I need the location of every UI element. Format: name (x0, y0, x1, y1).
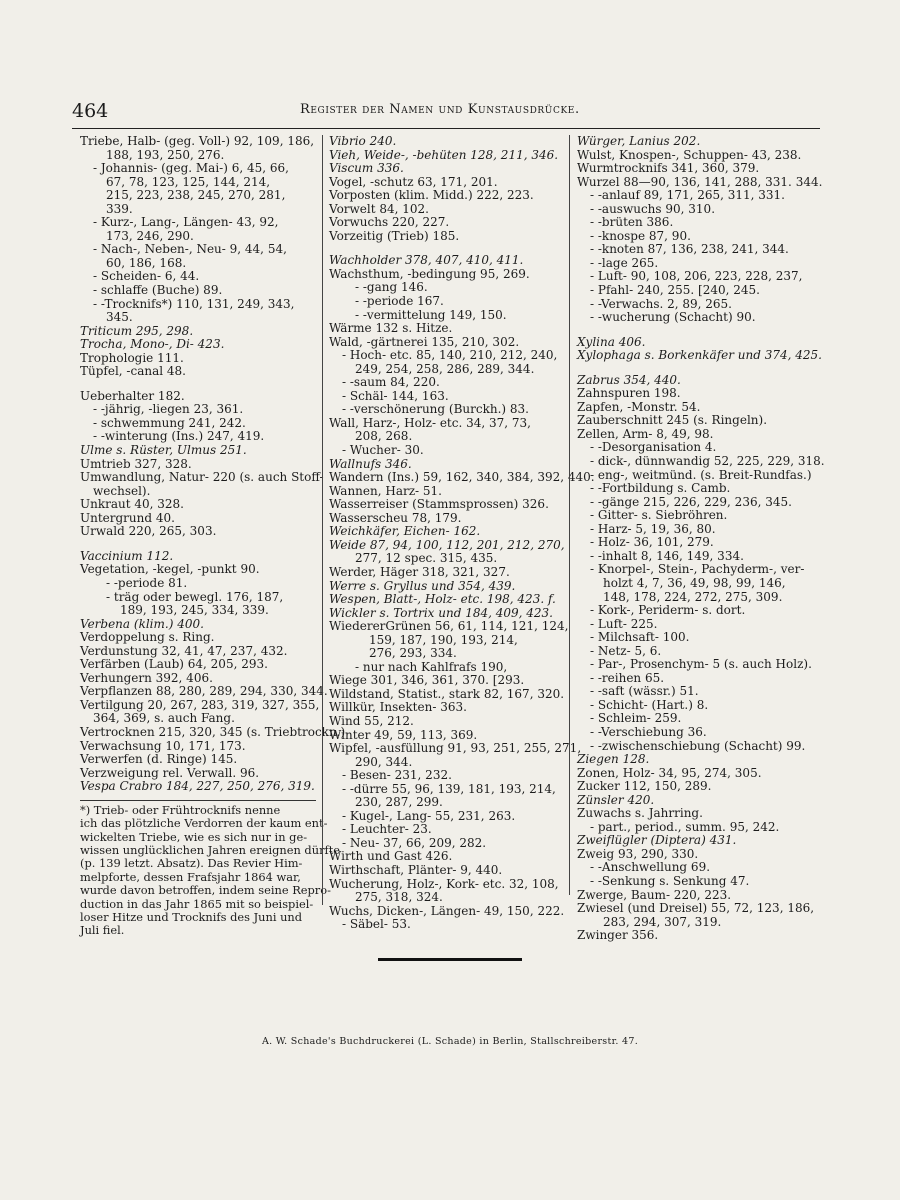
index-subentry: - Milchsaft- 100. (590, 630, 690, 645)
index-subentry: - Scheiden- 6, 44. (93, 269, 200, 284)
index-entry: Wasserreiser (Stammsprossen) 326. (329, 497, 549, 512)
index-subentry: 277, 12 spec. 315, 435. (355, 551, 498, 566)
footnote-line: Juli fiel. (80, 923, 125, 938)
index-entry: Weide 87, 94, 100, 112, 201, 212, 270, (329, 537, 565, 552)
index-subentry: - -anlauf 89, 171, 265, 311, 331. (590, 188, 785, 203)
index-entry: Untergrund 40. (80, 510, 175, 525)
index-entry: Wachholder 378, 407, 410, 411. (329, 253, 524, 268)
index-subentry: - Säbel- 53. (342, 917, 411, 932)
index-subentry: holzt 4, 7, 36, 49, 98, 99, 146, (603, 575, 786, 590)
index-entry: Winter 49, 59, 113, 369. (329, 727, 478, 742)
index-entry: Zweiflügler (Diptera) 431. (577, 833, 737, 848)
index-entry: Zabrus 354, 440. (577, 372, 681, 387)
index-entry: Zweig 93, 290, 330. (577, 846, 699, 861)
index-subentry: - schwemmung 241, 242. (93, 415, 246, 430)
index-subentry: 159, 187, 190, 193, 214, (369, 632, 518, 647)
index-entry: Zauberschnitt 245 (s. Ringeln). (577, 413, 768, 428)
index-entry: Zellen, Arm- 8, 49, 98. (577, 426, 714, 441)
index-subentry: - -knoten 87, 136, 238, 241, 344. (590, 242, 789, 257)
index-subentry: - Leuchter- 23. (342, 822, 432, 837)
index-subentry: - -vermittelung 149, 150. (355, 307, 507, 322)
index-entry: Wannen, Harz- 51. (329, 483, 442, 498)
footnote (80, 800, 341, 938)
index-subentry: - -Verschiebung 36. (590, 724, 707, 739)
index-subentry: - Wucher- 30. (342, 443, 424, 458)
index-entry: Wucherung, Holz-, Kork- etc. 32, 108, (329, 876, 559, 891)
index-subentry: - Harz- 5, 19, 36, 80. (590, 521, 716, 536)
index-column-1 (80, 134, 346, 938)
section-gap (577, 325, 817, 336)
index-entry: Wärme 132 s. Hitze. (329, 321, 453, 336)
index-entry: Verdoppelung s. Ring. (80, 630, 215, 645)
index-subentry: 276, 293, 334. (369, 646, 457, 661)
index-entry: Vibrio 240. (329, 134, 397, 148)
index-subentry: 275, 318, 324. (355, 890, 443, 905)
index-subentry: wechsel). (93, 483, 151, 498)
page-number: 464 (72, 100, 109, 122)
index-subentry: - -knospe 87, 90. (590, 228, 691, 243)
index-entry: Wallnufs 346. (329, 456, 412, 471)
index-subentry: - Gitter- s. Siebröhren. (590, 508, 728, 523)
index-entry: Vertilgung 20, 267, 283, 319, 327, 355, (80, 697, 320, 712)
index-entry: Zapfen, -Monstr. 54. (577, 399, 701, 414)
footnote-line: (p. 139 letzt. Absatz). Das Revier Him- (80, 856, 303, 871)
index-entry: Vespa Crabro 184, 227, 250, 276, 319. (80, 779, 315, 794)
index-subentry: 215, 223, 238, 245, 270, 281, (106, 188, 286, 203)
index-entry: Zwinger 356. (577, 928, 659, 943)
index-subentry: - träg oder bewegl. 176, 187, (106, 589, 284, 604)
index-entry: Zucker 112, 150, 289. (577, 779, 712, 794)
index-entry: Vogel, -schutz 63, 171, 201. (329, 174, 498, 189)
index-entry: Wurmtrocknifs 341, 360, 379. (577, 161, 760, 176)
footnote-line: *) Trieb- oder Frühtrocknifs nenne (80, 802, 281, 817)
index-subentry: 230, 287, 299. (355, 795, 443, 810)
footnote-line: wurde davon betroffen, indem seine Repro- (80, 883, 331, 898)
index-entry: Urwald 220, 265, 303. (80, 524, 217, 539)
index-subentry: - schlaffe (Buche) 89. (93, 283, 223, 298)
index-entry: Ueberhalter 182. (80, 388, 185, 403)
index-subentry: - -Trocknifs*) 110, 131, 249, 343, (93, 296, 295, 311)
index-entry: Verwerfen (d. Ringe) 145. (80, 752, 238, 767)
index-entry: Vorwuchs 220, 227. (329, 215, 450, 230)
index-subentry: - Netz- 5, 6. (590, 643, 662, 658)
index-subentry: 67, 78, 123, 125, 144, 214, (106, 174, 271, 189)
index-subentry: 364, 369, s. auch Fang. (93, 711, 235, 726)
index-entry: Wespen, Blatt-, Holz- etc. 198, 423. f. (329, 592, 556, 607)
end-ornament-rule (378, 958, 522, 961)
index-entry: Verfärben (Laub) 64, 205, 293. (80, 657, 268, 672)
index-entry: Wald, -gärtnerei 135, 210, 302. (329, 334, 520, 349)
index-entry: Verhungern 392, 406. (80, 670, 213, 685)
index-subentry: - -Fortbildung s. Camb. (590, 481, 731, 496)
header-rule (72, 128, 820, 129)
index-entry: Wurzel 88—90, 136, 141, 288, 331. 344. (577, 174, 823, 189)
index-subentry: 60, 186, 168. (106, 255, 187, 270)
index-column-2 (329, 134, 595, 932)
index-subentry: - Hoch- etc. 85, 140, 210, 212, 240, (342, 348, 558, 363)
index-column-3 (577, 134, 825, 943)
index-entry: Umtrieb 327, 328. (80, 456, 192, 471)
index-entry: Triebe, Halb- (geg. Voll-) 92, 109, 186, (80, 134, 315, 148)
index-entry: Ziegen 128. (577, 752, 650, 767)
footnote-line: wissen unglücklichen Jahren ereignen dürfte (80, 842, 341, 857)
index-subentry: - eng-, weitmünd. (s. Breit-Rundfas.) (590, 467, 812, 482)
index-entry: Weichkäfer, Eichen- 162. (329, 524, 481, 539)
index-entry: Wulst, Knospen-, Schuppen- 43, 238. (577, 147, 802, 162)
index-entry: Wind 55, 212. (329, 713, 414, 728)
index-entry: Werder, Häger 318, 321, 327. (329, 564, 510, 579)
index-subentry: - -gänge 215, 226, 229, 236, 345. (590, 494, 792, 509)
footnote-line: melpforte, dessen Frafsjahr 1864 war, (80, 869, 301, 884)
column-divider (569, 135, 570, 895)
index-entry: Triticum 295, 298. (80, 323, 194, 338)
index-entry: Trocha, Mono-, Di- 423. (80, 337, 225, 352)
index-subentry: - dick-, dünnwandig 52, 225, 229, 318. (590, 454, 825, 469)
index-entry: Wirth und Gast 426. (329, 849, 453, 864)
index-subentry: 290, 344. (355, 754, 413, 769)
index-entry: Wandern (Ins.) 59, 162, 340, 384, 392, 440. (329, 470, 595, 485)
index-subentry: - Johannis- (geg. Mai-) 6, 45, 66, (93, 161, 289, 176)
index-entry: Zwiesel (und Dreisel) 55, 72, 123, 186, (577, 901, 815, 916)
index-entry: Wickler s. Tortrix und 184, 409, 423. (329, 605, 553, 620)
index-entry: Wildstand, Statist., stark 82, 167, 320. (329, 686, 565, 701)
index-subentry: - Schleim- 259. (590, 711, 682, 726)
index-subentry: - Kugel-, Lang- 55, 231, 263. (342, 808, 516, 823)
index-subentry: - -periode 167. (355, 294, 444, 309)
index-entry: Verzweigung rel. Verwall. 96. (80, 765, 260, 780)
index-subentry: - -zwischenschiebung (Schacht) 99. (590, 738, 806, 753)
index-subentry: - -reihen 65. (590, 670, 665, 685)
column-divider (322, 135, 323, 905)
index-entry: Vieh, Weide-, -behüten 128, 211, 346. (329, 147, 559, 162)
index-subentry: - Nach-, Neben-, Neu- 9, 44, 54, (93, 242, 287, 257)
index-entry: Unkraut 40, 328. (80, 497, 184, 512)
index-subentry: - -Desorganisation 4. (590, 440, 717, 455)
index-subentry: - Knorpel-, Stein-, Pachyderm-, ver- (590, 562, 805, 577)
index-entry: WiedererGrünen 56, 61, 114, 121, 124, (329, 619, 569, 634)
index-subentry: - -inhalt 8, 146, 149, 334. (590, 548, 744, 563)
index-subentry: - -saft (wässr.) 51. (590, 684, 699, 699)
index-entry: Wipfel, -ausfüllung 91, 93, 251, 255, 271, (329, 741, 582, 756)
index-subentry: - -Anschwellung 69. (590, 860, 711, 875)
index-subentry: - -saum 84, 220. (342, 375, 440, 390)
index-entry: Xylophaga s. Borkenkäfer und 374, 425. (577, 348, 822, 363)
index-entry: Zwerge, Baum- 220, 223. (577, 887, 732, 902)
index-subentry: - -lage 265. (590, 255, 659, 270)
index-entry: Umwandlung, Natur- 220 (s. auch Stoff- (80, 470, 324, 485)
index-subentry: - -Verwachs. 2, 89, 265. (590, 296, 732, 311)
index-subentry: - nur nach Kahlfrafs 190, (355, 659, 508, 674)
index-entry: Trophologie 111. (80, 350, 184, 365)
index-subentry: - -verschönerung (Burckh.) 83. (342, 402, 529, 417)
footnote-line: wickelten Triebe, wie es sich nur in ge- (80, 829, 308, 844)
index-subentry: 208, 268. (355, 429, 413, 444)
index-subentry: - Kork-, Periderm- s. dort. (590, 603, 746, 618)
index-subentry: - -winterung (Ins.) 247, 419. (93, 429, 265, 444)
index-entry: Wiege 301, 346, 361, 370. [293. (329, 673, 525, 688)
index-entry: Viscum 336. (329, 161, 404, 176)
index-subentry: - -gang 146. (355, 280, 428, 295)
index-subentry: 283, 294, 307, 319. (603, 914, 722, 929)
index-entry: Zonen, Holz- 34, 95, 274, 305. (577, 765, 762, 780)
index-subentry: 148, 178, 224, 272, 275, 309. (603, 589, 783, 604)
index-subentry: 173, 246, 290. (106, 228, 194, 243)
index-entry: Werre s. Gryllus und 354, 439. (329, 578, 516, 593)
index-entry: Wall, Harz-, Holz- etc. 34, 37, 73, (329, 415, 531, 430)
footnote-line: duction in das Jahr 1865 mit so beispiel- (80, 896, 314, 911)
index-entry: Vegetation, -kegel, -punkt 90. (80, 562, 260, 577)
index-subentry: 249, 254, 258, 286, 289, 344. (355, 361, 535, 376)
index-subentry: - Par-, Prosenchym- 5 (s. auch Holz). (590, 657, 812, 672)
index-subentry: - Kurz-, Lang-, Längen- 43, 92, (93, 215, 279, 230)
index-subentry: - -periode 81. (106, 575, 188, 590)
index-entry: Vertrocknen 215, 320, 345 (s. Triebtrockn.) (80, 724, 346, 739)
index-entry: Wuchs, Dicken-, Längen- 49, 150, 222. (329, 903, 565, 918)
index-entry: Verdunstung 32, 41, 47, 237, 432. (80, 643, 288, 658)
index-subentry: - -wucherung (Schacht) 90. (590, 310, 756, 325)
index-subentry: - Luft- 225. (590, 616, 658, 631)
index-entry: Vaccinium 112. (80, 548, 174, 563)
index-entry: Vorzeitig (Trieb) 185. (329, 228, 460, 243)
index-subentry: - Luft- 90, 108, 206, 223, 228, 237, (590, 269, 803, 284)
index-subentry: 345. (106, 310, 133, 325)
index-subentry: - Pfahl- 240, 255. [240, 245. (590, 283, 760, 298)
index-subentry: - -Senkung s. Senkung 47. (590, 873, 750, 888)
index-entry: Wirthschaft, Plänter- 9, 440. (329, 862, 503, 877)
index-subentry: - -jährig, -liegen 23, 361. (93, 402, 244, 417)
index-entry: Zünsler 420. (577, 792, 655, 807)
index-entry: Wachsthum, -bedingung 95, 269. (329, 266, 530, 281)
index-subentry: 339. (106, 201, 133, 216)
index-subentry: - Besen- 231, 232. (342, 768, 452, 783)
index-entry: Verwachsung 10, 171, 173. (80, 738, 246, 753)
index-entry: Tüpfel, -canal 48. (80, 364, 186, 379)
index-entry: Zuwachs s. Jahrring. (577, 806, 703, 821)
index-subentry: 188, 193, 250, 276. (106, 147, 225, 162)
printer-imprint: A. W. Schade's Buchdruckerei (L. Schade) in Berlin, Stallschreiberstr. 47. (261, 1036, 639, 1047)
index-entry: Würger, Lanius 202. (577, 134, 701, 148)
index-entry: Ulme s. Rüster, Ulmus 251. (80, 443, 247, 458)
index-entry: Vorposten (klim. Midd.) 222, 223. (329, 188, 534, 203)
index-entry: Xylina 406. (577, 334, 646, 349)
index-entry: Zahnspuren 198. (577, 386, 681, 401)
index-subentry: - Schäl- 144, 163. (342, 388, 449, 403)
index-subentry: - -brüten 386. (590, 215, 674, 230)
index-subentry: - part., period., summ. 95, 242. (590, 819, 780, 834)
index-entry: Willkür, Insekten- 363. (329, 700, 467, 715)
index-subentry: - Schicht- (Hart.) 8. (590, 697, 709, 712)
index-entry: Verbena (klim.) 400. (80, 616, 204, 631)
index-subentry: - Neu- 37, 66, 209, 282. (342, 835, 487, 850)
index-subentry: - Holz- 36, 101, 279. (590, 535, 714, 550)
index-entry: Verpflanzen 88, 280, 289, 294, 330, 344. (80, 684, 328, 699)
index-entry: Vorwelt 84, 102. (329, 201, 429, 216)
index-subentry: - -dürre 55, 96, 139, 181, 193, 214, (342, 781, 556, 796)
running-head: Register der Namen und Kunstausdrücke. (300, 102, 580, 117)
footnote-line: ich das plötzliche Verdorren der kaum ent- (80, 816, 328, 831)
index-subentry: 189, 193, 245, 334, 339. (120, 603, 269, 618)
index-subentry: - -auswuchs 90, 310. (590, 201, 716, 216)
index-entry: Wasserscheu 78, 179. (329, 510, 462, 525)
footnote-line: loser Hitze und Trocknifs des Juni und (80, 909, 303, 924)
